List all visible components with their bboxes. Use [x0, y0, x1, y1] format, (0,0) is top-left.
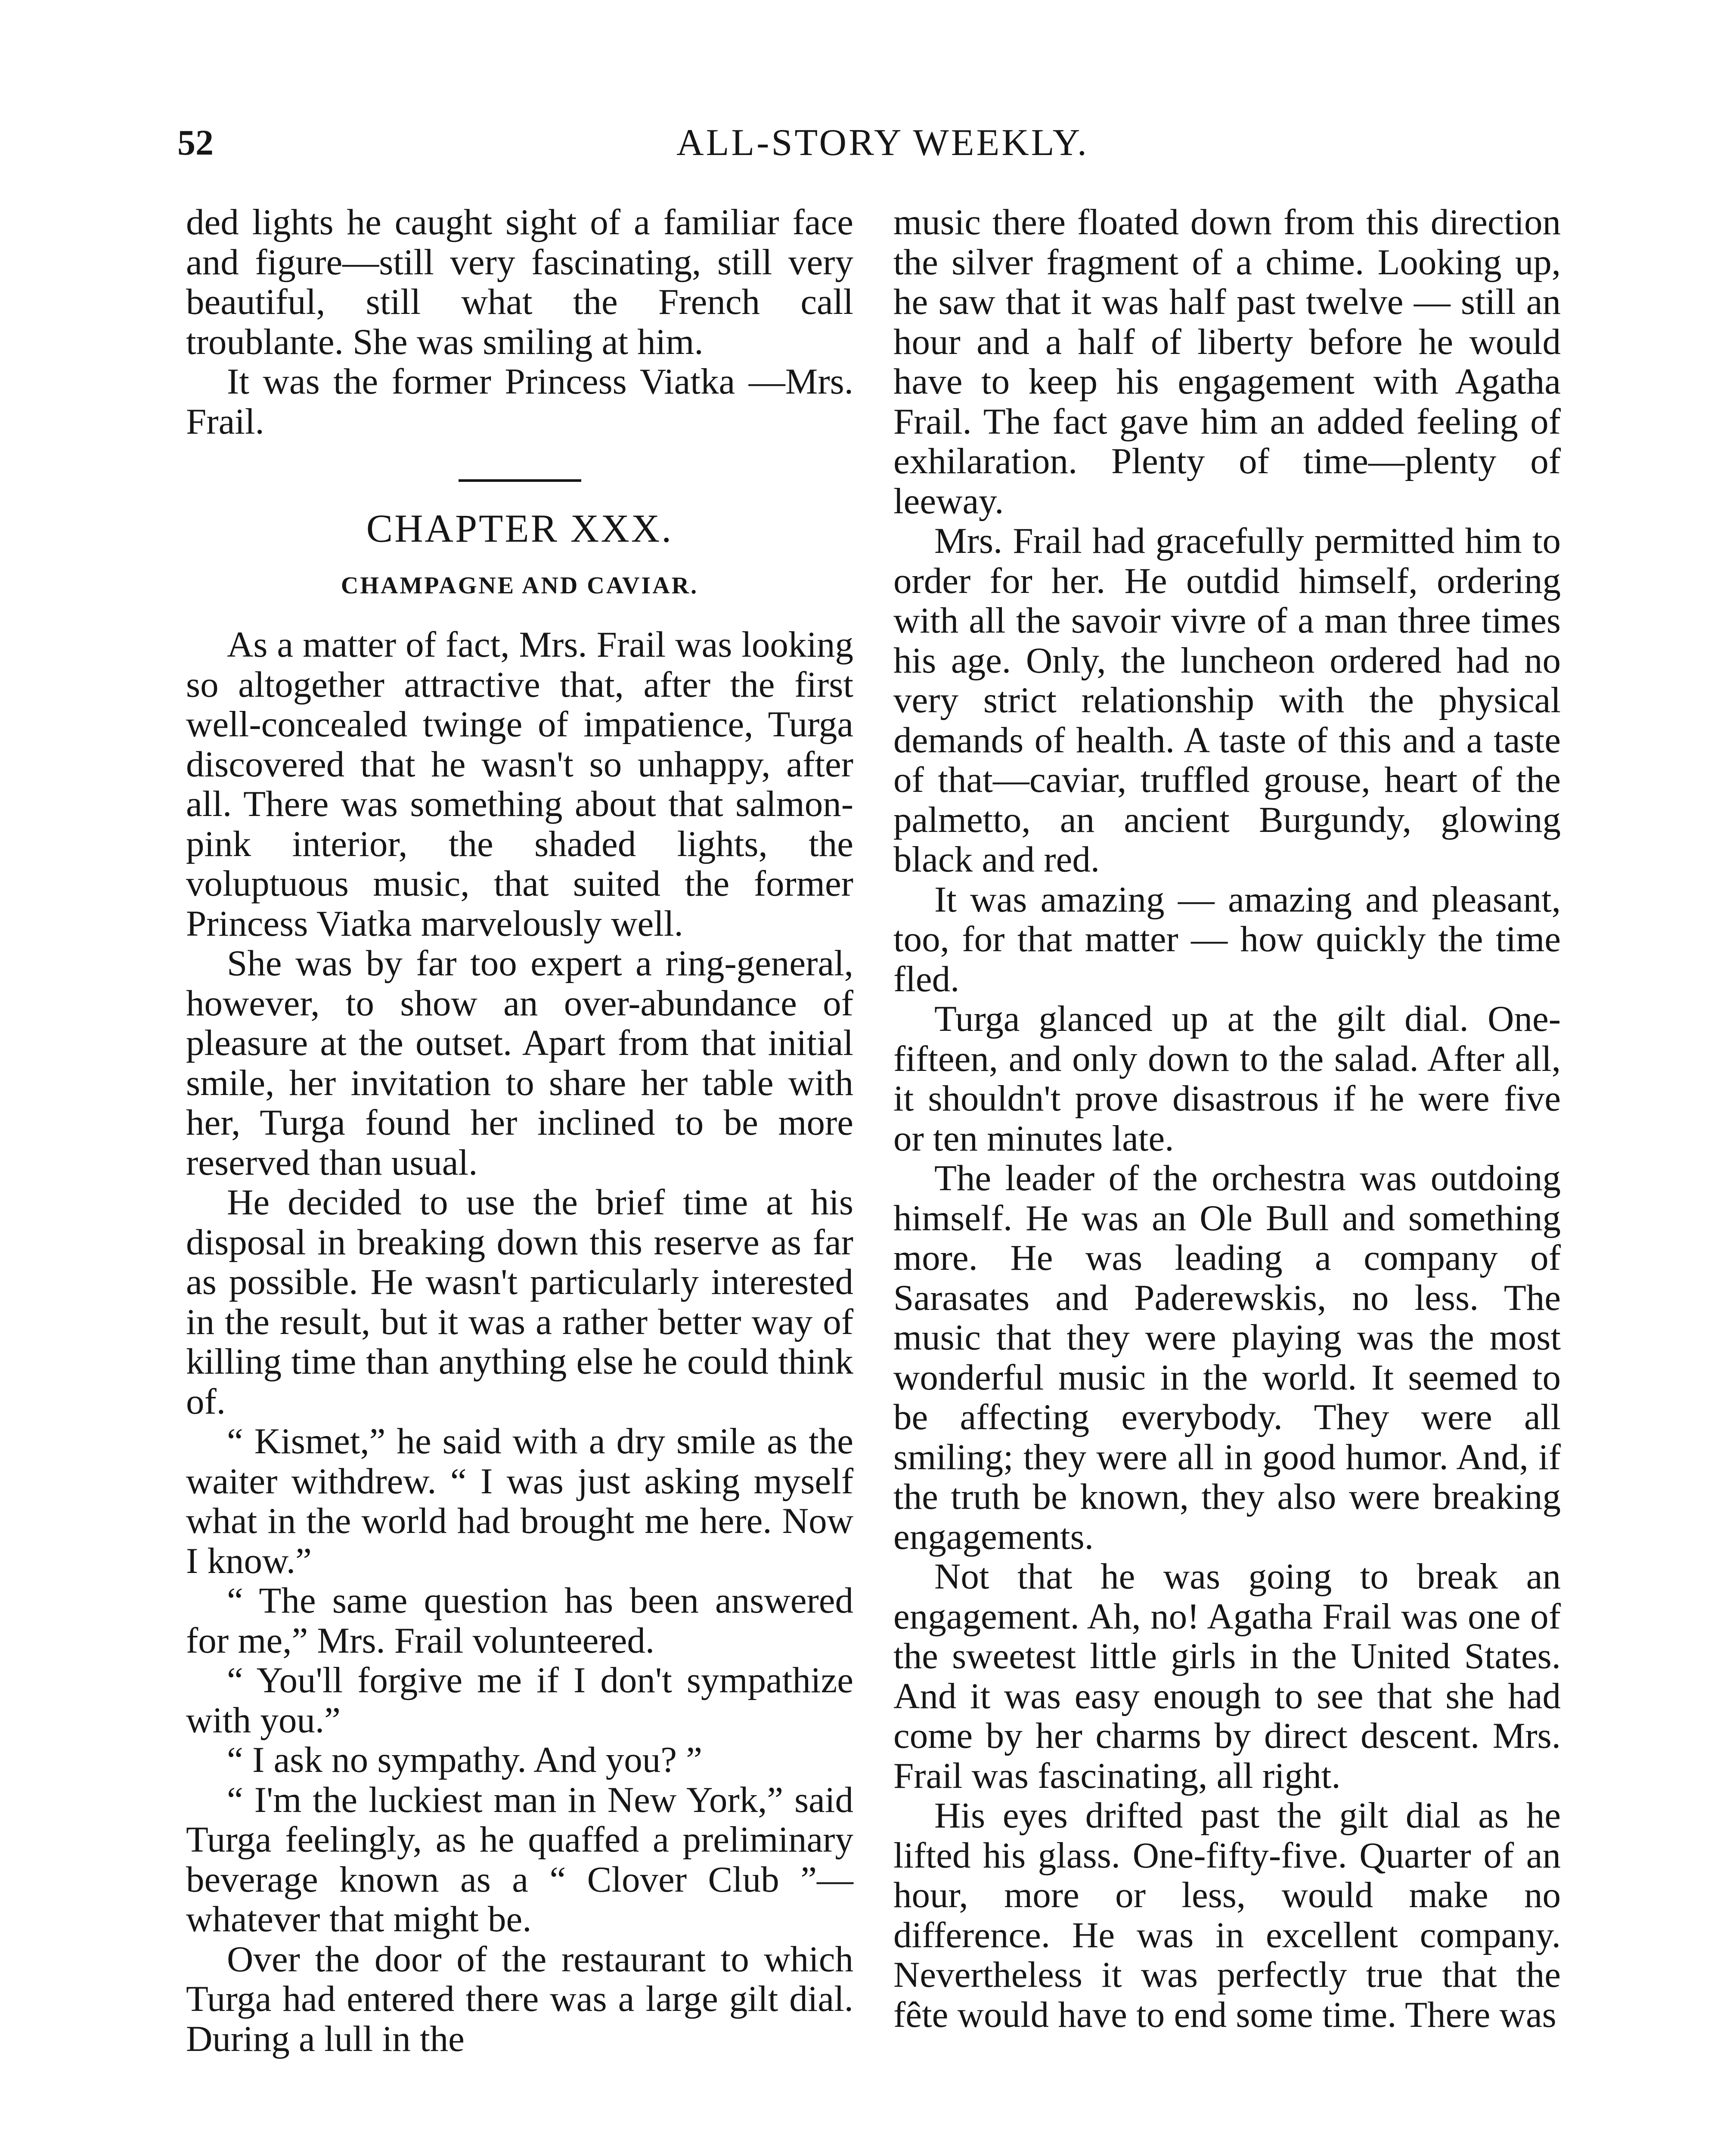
- right-paragraph: His eyes drifted past the gilt dial as he lifted his glass. One-fifty-five. Quarter of an hour, more or less, would make no difference. He was in excellent company. Nevertheless it was perfectly true that the fête would have to end some time. There was: [893, 1795, 1561, 2035]
- chapter-subtitle: CHAMPAGNE AND CAVIAR.: [341, 572, 699, 599]
- left-paragraph: She was by far too expert a ring-general, however, to show an over-abundance of pleasure at the outset. Apart from that initial smile, her invitation to share her table with her, Turga found her inclined to be more reserved than usual.: [186, 943, 853, 1183]
- left-paragraph: “ You'll forgive me if I don't sympathize with you.”: [186, 1660, 853, 1740]
- left-paragraph: “ Kismet,” he said with a dry smile as the waiter withdrew. “ I was just asking myself what in the world had brought me here. Now I know.”: [186, 1421, 853, 1581]
- right-paragraph: Turga glanced up at the gilt dial. One-fifteen, and only down to the salad. After all, it shouldn't prove disastrous if he were five or ten minutes late.: [893, 999, 1561, 1159]
- left-paragraph: It was the former Princess Viatka —Mrs. Frail.: [186, 361, 853, 442]
- right-column: [893, 202, 1561, 2035]
- running-title: ALL-STORY WEEKLY.: [676, 122, 1089, 164]
- page-number: 52: [177, 123, 214, 163]
- section-divider: [459, 479, 581, 482]
- left-paragraph: He decided to use the brief time at his disposal in breaking down this reserve as far as possible. He wasn't particularly interested in the result, but it was a rather better way of killing time than anything else he could think of.: [186, 1182, 853, 1422]
- left-paragraph: Over the door of the restaurant to which Turga had entered there was a large gilt dial. During a lull in the: [186, 1939, 853, 2059]
- right-paragraph: Not that he was going to break an engagement. Ah, no! Agatha Frail was one of the sweetest little girls in the United States. And it was easy enough to see that she had come by her charms by direct descent. Mrs. Frail was fascinating, all right.: [893, 1556, 1561, 1796]
- chapter-heading: CHAPTER XXX.: [366, 506, 673, 550]
- right-paragraph: The leader of the orchestra was outdoing himself. He was an Ole Bull and something more. He was leading a company of Sarasates and Paderewskis, no less. The music that they were playing was the most wonderful music in the world. It seemed to be affecting everybody. They were all smiling; they were all in good humor. And, if the truth be known, they also were breaking engagements.: [893, 1158, 1561, 1557]
- left-paragraph: “ The same question has been answered for me,” Mrs. Frail volunteered.: [186, 1580, 853, 1661]
- left-paragraph-continued: ded lights he caught sight of a familiar face and figure—still very fascinating, still very beautiful, still what the French call troublante. She was smiling at him.: [186, 202, 853, 362]
- left-paragraph: As a matter of fact, Mrs. Frail was looking so altogether attractive that, after the first well-concealed twinge of impatience, Turga discovered that he wasn't so unhappy, after all. There was something about that salmon-pink interior, the shaded lights, the voluptuous music, that suited the former Princess Viatka marvelously well.: [186, 624, 853, 944]
- right-paragraph: It was amazing — amazing and pleasant, too, for that matter — how quickly the time fled.: [893, 879, 1561, 999]
- right-paragraph-continued: music there floated down from this direction the silver fragment of a chime. Looking up, he saw that it was half past twelve — still an hour and a half of liberty before he would have to keep his engagement with Agatha Frail. The fact gave him an added feeling of exhilaration. Plenty of time—plenty of leeway.: [893, 202, 1561, 521]
- right-paragraph: Mrs. Frail had gracefully permitted him to order for her. He outdid himself, ordering with all the savoir vivre of a man three times his age. Only, the luncheon ordered had no very strict relationship with the physical demands of health. A taste of this and a taste of that—caviar, truffled grouse, heart of the palmetto, an ancient Burgundy, glowing black and red.: [893, 521, 1561, 880]
- left-paragraph: “ I'm the luckiest man in New York,” said Turga feelingly, as he quaffed a preliminary beverage known as a “ Clover Club ”—whatever that might be.: [186, 1779, 853, 1939]
- left-paragraph: “ I ask no sympathy. And you? ”: [227, 1740, 703, 1780]
- left-column: [186, 202, 853, 2059]
